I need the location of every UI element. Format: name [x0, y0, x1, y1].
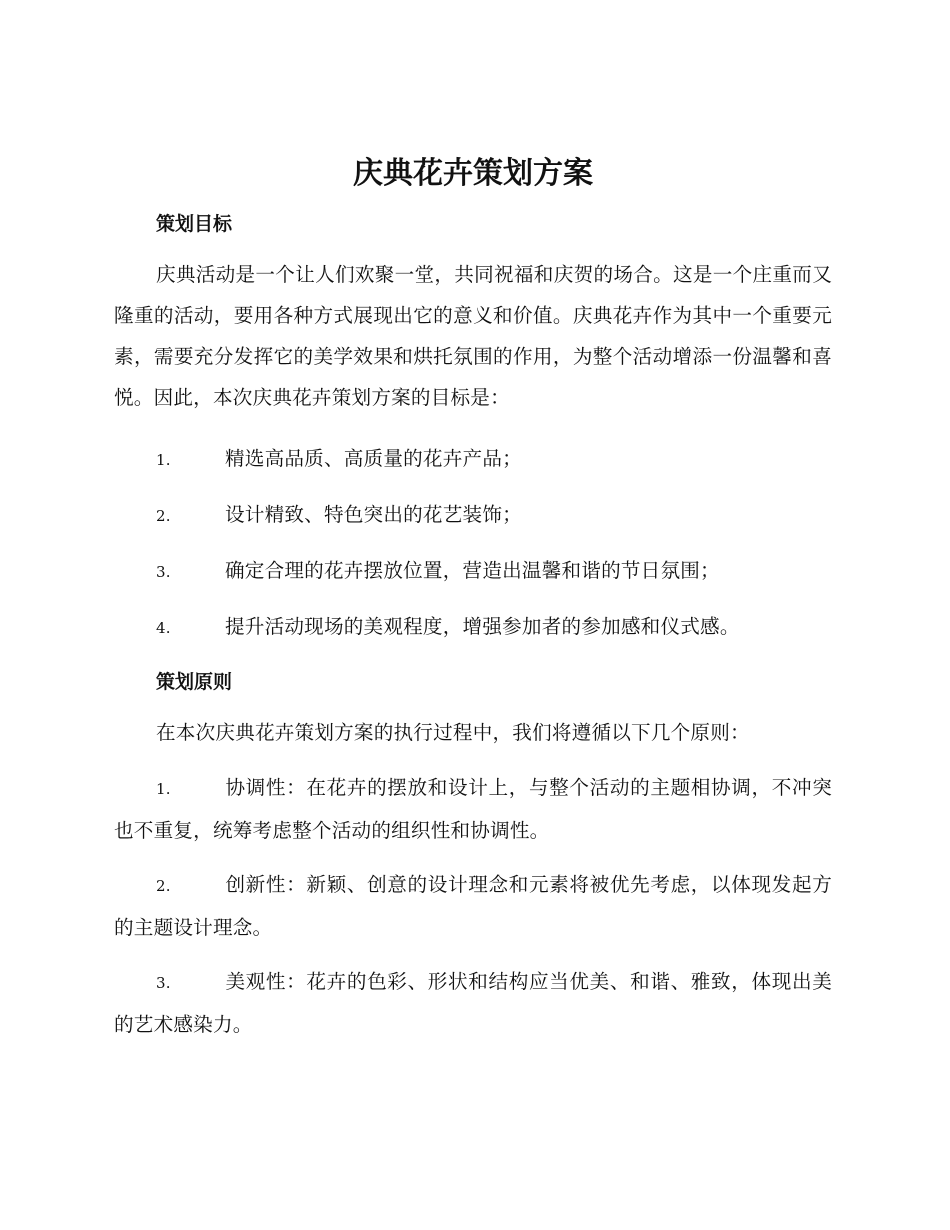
- list-item-number: 3.: [156, 563, 171, 581]
- list-item-number: 1.: [156, 451, 171, 469]
- list-item-text: 创新性：新颖、创意的设计理念和元素将被优先考虑，以体现发起方的主题设计理念。: [114, 873, 832, 939]
- list-item-text: 设计精致、特色突出的花艺装饰；: [225, 503, 522, 526]
- goals-list: [114, 438, 832, 649]
- list-item-text: 协调性：在花卉的摆放和设计上，与整个活动的主题相协调，不冲突也不重复，统筹考虑整个活动的组织性和协调性。: [114, 776, 832, 842]
- list-item-text: 美观性：花卉的色彩、形状和结构应当优美、和谐、雅致，体现出美的艺术感染力。: [114, 970, 832, 1036]
- list-item: [114, 494, 832, 537]
- list-item-number: 4.: [156, 619, 171, 637]
- list-item-number: 2.: [156, 507, 171, 525]
- section-heading-goals: 策划目标: [156, 213, 233, 235]
- list-item-text: 确定合理的花卉摆放位置，营造出温馨和谐的节日氛围；: [225, 559, 720, 582]
- list-item-text: 精选高品质、高质量的花卉产品；: [225, 447, 522, 470]
- list-item: [114, 767, 832, 851]
- list-item-number: 1.: [156, 780, 171, 798]
- list-item: [114, 550, 832, 593]
- document-page: [114, 148, 832, 1058]
- list-item-text: 提升活动现场的美观程度，增强参加者的参加感和仪式感。: [225, 615, 740, 638]
- list-item: [114, 961, 832, 1045]
- list-item: [114, 606, 832, 649]
- list-item-number: 3.: [156, 974, 171, 992]
- goals-paragraph: 庆典活动是一个让人们欢聚一堂，共同祝福和庆贺的场合。这是一个庄重而又隆重的活动，要用各种方式展现出它的意义和价值。庆典花卉作为其中一个重要元素，需要充分发挥它的美学效果和烘托氛围的作用，为整个活动增添一份温馨和喜悦。因此，本次庆典花卉策划方案的目标是：: [114, 263, 832, 409]
- list-item-number: 2.: [156, 877, 171, 895]
- document-title: 庆典花卉策划方案: [353, 156, 593, 191]
- principles-paragraph: 在本次庆典花卉策划方案的执行过程中，我们将遵循以下几个原则：: [156, 721, 750, 744]
- list-item: [114, 438, 832, 481]
- list-item: [114, 864, 832, 948]
- principles-list: [114, 767, 832, 1045]
- section-heading-principles: 策划原则: [156, 671, 233, 693]
